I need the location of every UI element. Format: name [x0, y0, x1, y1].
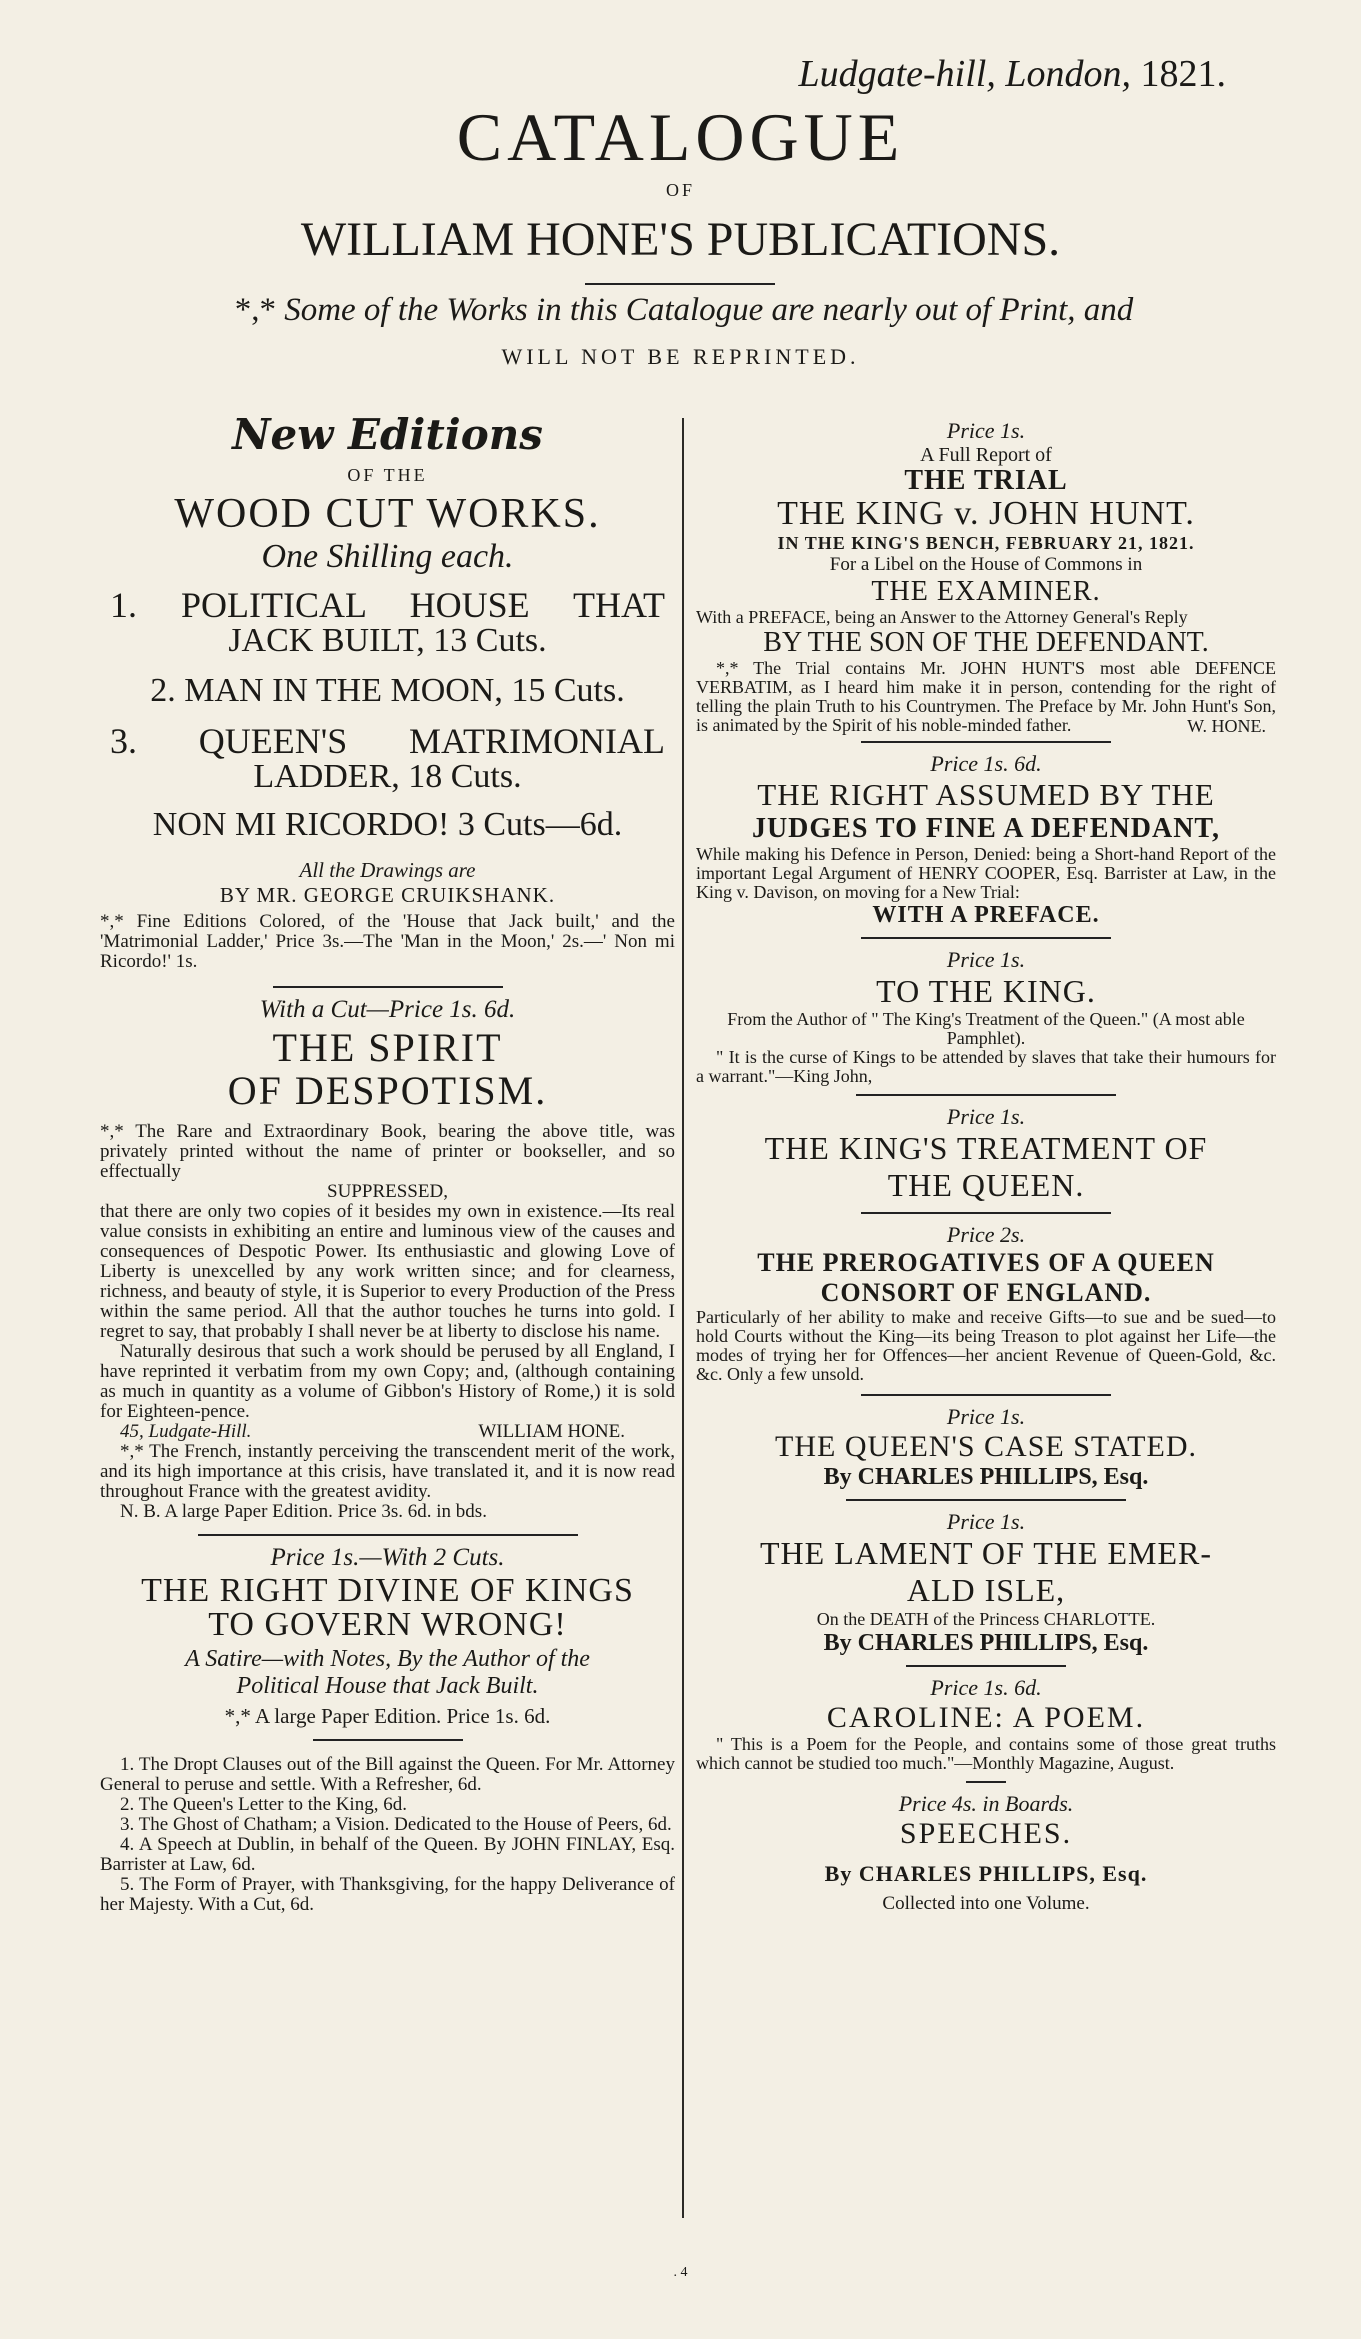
- spirit-para-2: that there are only two copies of it besides my own in existence.—Its real value consists in exhibiting an entire and luminous view of the causes and consequences of Despotic Power. Its enthusiastic and glowing Love of Liberty is unexcelled by any work written since; and for clearness, richness, and beauty of style, it is Superior to every Production of the Press within the same period. All that the author touches he turns into gold. I regret to say, that probably I shall never be at liberty to disclose his name.: [100, 1201, 675, 1342]
- drawings-line: All the Drawings are: [299, 858, 476, 882]
- list-item: 5. The Form of Prayer, with Thanksgiving, for the happy Deliverance of her Majesty. With a Cut, 6d.: [100, 1874, 675, 1915]
- right-title-2: JUDGES TO FINE A DEFENDANT,: [751, 813, 1221, 844]
- trial-bench: IN THE KING'S BENCH, FEBRUARY 21, 1821.: [777, 533, 1195, 553]
- caroline-body: " This is a Poem for the People, and contains some of those great truths which cannot be studied too much."—Monthly Magazine, August.: [696, 1734, 1276, 1773]
- rule: [198, 1534, 578, 1536]
- lament-by: By CHARLES PHILLIPS, Esq.: [823, 1630, 1149, 1656]
- divine-sub-2: Political House that Jack Built.: [236, 1673, 539, 1699]
- rule: [861, 937, 1111, 939]
- new-editions-heading: New Editions: [232, 410, 543, 459]
- trial-body: *,* The Trial contains Mr. JOHN HUNT'S most able DEFENCE VERBATIM, as I heard him make it in person, contending for the right of telling the plain Truth to his Countrymen. The Preface by Mr. John Hunt's Son, is animated by the Spirit of his noble-minded father.: [696, 658, 1276, 735]
- spirit-para-4: *,* The French, instantly perceiving the transcendent merit of the work, and its high importance at this crisis, have translated it, and it is now read throughout France with the greatest avidity.: [100, 1441, 675, 1502]
- list-item: 3. The Ghost of Chatham; a Vision. Dedicated to the House of Peers, 6d.: [120, 1814, 672, 1835]
- signature-place: 45, Ludgate-Hill.: [120, 1421, 252, 1442]
- spirit-para-3: Naturally desirous that such a work should be perused by all England, I have reprinted it verbatim from my own Copy; and, (although containing as much in quantity as a volume of Gibbon's History of Rome,) it is sold for Eighteen-pence.: [100, 1341, 675, 1422]
- rule: [273, 986, 503, 988]
- cruikshank-line: BY MR. GEORGE CRUIKSHANK.: [219, 883, 556, 907]
- toking-title: TO THE KING.: [876, 973, 1096, 1009]
- spirit-title-2: OF DESPOTISM.: [227, 1068, 548, 1113]
- header-rule: [585, 283, 775, 285]
- lament-title-2: ALD ISLE,: [906, 1572, 1066, 1608]
- right-preface: WITH A PREFACE.: [872, 902, 1100, 928]
- right-body: While making his Defence in Person, Denied: being a Short-hand Report of the important Legal Argument of HENRY COOPER, Esq. Barrister at Law, in the King v. Davison, on moving for a New Trial:: [696, 844, 1276, 902]
- notice-line: [64, 292, 1304, 329]
- notice-text: Some of the Works in this Catalogue are nearly out of Print, and: [284, 292, 1134, 328]
- of-the: OF THE: [347, 465, 428, 485]
- lament-price: Price 1s.: [946, 1509, 1026, 1534]
- trial-son: BY THE SON OF THE DEFENDANT.: [763, 627, 1209, 658]
- divine-title-2: TO GOVERN WRONG!: [208, 1606, 567, 1643]
- item-3-line-1: 3. QUEEN'S MATRIMONIAL: [110, 721, 665, 761]
- spirit-title-1: THE SPIRIT: [272, 1025, 503, 1070]
- page-title: CATALOGUE: [456, 99, 905, 175]
- lament-title-1: THE LAMENT OF THE EMER-: [759, 1535, 1212, 1571]
- prerog-title-1: THE PREROGATIVES OF A QUEEN: [757, 1248, 1215, 1277]
- rule: [861, 1212, 1111, 1214]
- signature: [100, 1422, 675, 1442]
- left-column: [100, 400, 675, 1915]
- trial-king-hunt: THE KING v. JOHN HUNT.: [777, 495, 1195, 532]
- fine-editions-note: *,* Fine Editions Colored, of the 'House that Jack built,' and the 'Matrimonial Ladder,' Price 3s.—The 'Man in the Moon,' 2s.—' Non mi Ricordo!' 1s.: [100, 911, 675, 972]
- list-item: 4. A Speech at Dublin, in behalf of the Queen. By JOHN FINLAY, Esq. Barrister at Law, 6d.: [100, 1834, 675, 1875]
- trial-title: THE TRIAL: [904, 465, 1068, 496]
- trial-signature: W. HONE.: [1187, 716, 1266, 736]
- speech-title: SPEECHES.: [899, 1817, 1073, 1850]
- item-3-line-2: LADDER, 18 Cuts.: [253, 758, 522, 795]
- caroline-price: Price 1s. 6d.: [930, 1675, 1042, 1700]
- dateline: [798, 52, 1226, 96]
- right-title-1: THE RIGHT ASSUMED BY THE: [757, 777, 1215, 812]
- signature-name: WILLIAM HONE.: [478, 1421, 625, 1442]
- divine-sub-1: A Satire—with Notes, By the Author of the: [185, 1646, 590, 1672]
- speech-collected: Collected into one Volume.: [882, 1893, 1090, 1914]
- spirit-para-1: *,* The Rare and Extraordinary Book, bearing the above title, was privately printed without the name of printer or bookseller, and so effectually: [100, 1121, 675, 1182]
- toking-body-1: From the Author of " The King's Treatment of the Queen." (A most able Pamphlet).: [727, 1009, 1245, 1048]
- spirit-nb: N. B. A large Paper Edition. Price 3s. 6d. in bds.: [120, 1501, 487, 1522]
- rule: [846, 1499, 1126, 1501]
- right-price: Price 1s. 6d.: [930, 751, 1042, 776]
- treat-title-1: THE KING'S TREATMENT OF: [764, 1130, 1208, 1166]
- treat-price: Price 1s.: [946, 1104, 1026, 1129]
- case-title: THE QUEEN'S CASE STATED.: [775, 1430, 1197, 1463]
- page-subtitle: WILLIAM HONE'S PUBLICATIONS.: [300, 213, 1061, 266]
- rule: [313, 1739, 463, 1741]
- divine-large-paper: *,* A large Paper Edition. Price 1s. 6d.: [224, 1704, 551, 1728]
- prerog-title-2: CONSORT OF ENGLAND.: [820, 1278, 1152, 1307]
- rule: [966, 1781, 1006, 1783]
- wood-cut-heading: WOOD CUT WORKS.: [174, 491, 601, 537]
- footer-mark: . 4: [673, 2265, 688, 2280]
- speech-price: Price 4s. in Boards.: [898, 1791, 1074, 1816]
- trial-full-report: A Full Report of: [920, 444, 1052, 466]
- suppressed: SUPPRESSED,: [327, 1181, 448, 1202]
- title-of: OF: [665, 180, 695, 200]
- rule: [906, 1665, 1066, 1667]
- column-divider: [682, 418, 684, 2218]
- prerog-body: Particularly of her ability to make and receive Gifts—to sue and be sued—to hold Courts without the King—its being Treason to plot against her Life—the modes of trying her for Offences—her ancient Revenue of Queen-Gold, &c. &c. Only a few unsold.: [696, 1307, 1276, 1384]
- trial-preface: With a PREFACE, being an Answer to the Attorney General's Reply: [696, 607, 1188, 627]
- treat-title-2: THE QUEEN.: [887, 1167, 1085, 1203]
- item-1-line-1: 1. POLITICAL HOUSE THAT: [110, 585, 665, 625]
- caroline-title: CAROLINE: A POEM.: [826, 1701, 1146, 1734]
- item-4: NON MI RICORDO! 3 Cuts—6d.: [152, 806, 623, 843]
- toking-body-2: " It is the curse of Kings to be attended by slaves that take their humours for a warrant."—King John,: [696, 1047, 1276, 1086]
- right-column: [696, 400, 1276, 1915]
- lament-on: On the DEATH of the Princess CHARLOTTE.: [816, 1609, 1156, 1629]
- notice-reprinted: WILL NOT BE REPRINTED.: [501, 344, 860, 369]
- case-price: Price 1s.: [946, 1404, 1026, 1429]
- divine-title-1: THE RIGHT DIVINE OF KINGS: [141, 1572, 634, 1609]
- one-shilling: One Shilling each.: [261, 538, 514, 575]
- case-by: By CHARLES PHILLIPS, Esq.: [823, 1464, 1149, 1490]
- rule: [861, 1394, 1111, 1396]
- trial-examiner: THE EXAMINER.: [871, 576, 1101, 607]
- rule: [856, 1094, 1116, 1096]
- trial-libel: For a Libel on the House of Commons in: [829, 554, 1143, 575]
- spirit-price: With a Cut—Price 1s. 6d.: [259, 996, 516, 1023]
- list-item: 1. The Dropt Clauses out of the Bill against the Queen. For Mr. Attorney General to peruse and settle. With a Refresher, 6d.: [100, 1754, 675, 1795]
- notice-mark: *,*: [234, 292, 276, 328]
- item-1-line-2: JACK BUILT, 13 Cuts.: [228, 622, 547, 659]
- trial-price: Price 1s.: [946, 418, 1026, 443]
- dateline-year: 1821.: [1140, 53, 1226, 95]
- rule: [861, 741, 1111, 743]
- prerog-price: Price 2s.: [946, 1222, 1026, 1247]
- toking-price: Price 1s.: [946, 947, 1026, 972]
- divine-price: Price 1s.—With 2 Cuts.: [270, 1544, 505, 1571]
- item-2: 2. MAN IN THE MOON, 15 Cuts.: [150, 672, 625, 709]
- speech-by: By CHARLES PHILLIPS, Esq.: [824, 1861, 1148, 1886]
- dateline-text: Ludgate-hill, London,: [798, 53, 1131, 95]
- small-list: [100, 1755, 675, 1915]
- list-item: 2. The Queen's Letter to the King, 6d.: [120, 1794, 407, 1815]
